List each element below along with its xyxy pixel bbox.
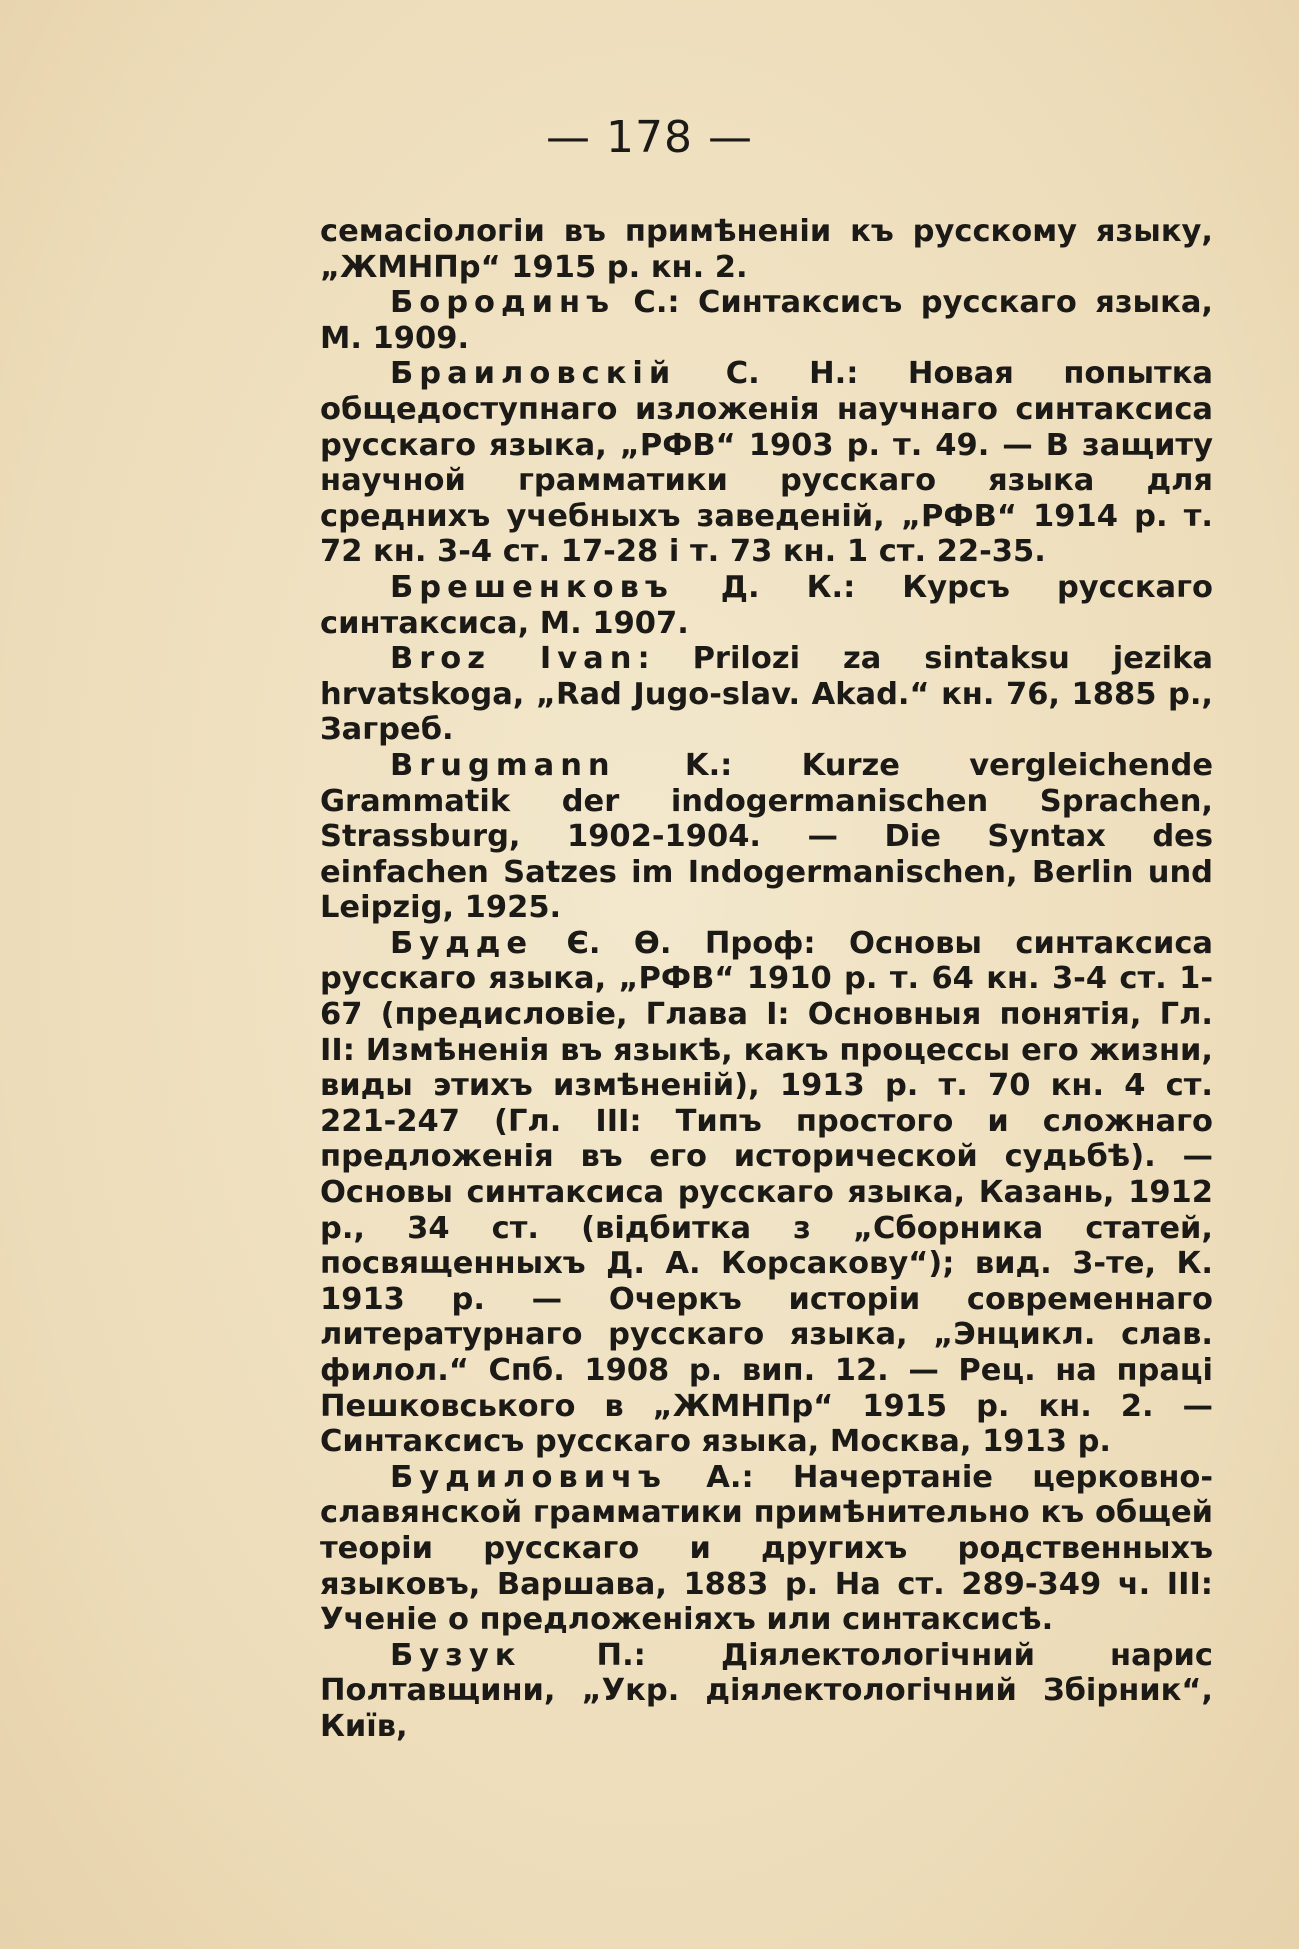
- entry-author: Брешенковъ: [390, 569, 674, 605]
- bibliography-entry: [320, 926, 1213, 1460]
- entry-text: : Prilozi za sintaksu jezika hrvatskoga, „Rad Jugo-slav. Akad.“ кн. 76, 1885 р., Загреб.: [320, 641, 1213, 748]
- bibliography-entry: [320, 1460, 1213, 1638]
- entry-author: Бузук: [390, 1637, 522, 1673]
- entry-text: семасіологіи въ примѣненіи къ русскому языку, „ЖМНПр“ 1915 р. кн. 2.: [320, 214, 1213, 285]
- bibliography-entry: [320, 641, 1213, 748]
- entry-author: Бородинъ: [390, 285, 615, 321]
- entry-author: Будиловичъ: [390, 1459, 667, 1495]
- bibliography-entry: [320, 356, 1213, 570]
- entry-text: Д. К.: Курсъ русскаго синтаксиса, М. 1907.: [320, 569, 1213, 641]
- entry-text: П.: Діялектологічний нарис Полтавщини, „Укр. діялектологічний Збірник“, Київ,: [320, 1637, 1213, 1744]
- entry-text: С. Н.: Новая попытка общедоступнаго изложенія научнаго синтаксиса русскаго языка, „РФВ“ 1903 р. т. 49. — В защиту научной грамматики русскаго языка для среднихъ учебныхъ заведеній, „РФВ“ 1914 р. т. 72 кн. 3-4 ст. 17-28 і т. 73 кн. 1 ст. 22-35.: [320, 356, 1213, 570]
- entry-author: Браиловскій: [390, 356, 677, 392]
- bibliography-entry: [320, 1638, 1213, 1745]
- entry-author: Будде: [390, 925, 534, 961]
- bibliography-text: [320, 214, 1213, 1745]
- bibliography-entry-continued: [320, 214, 1213, 285]
- entry-author: Brugmann: [390, 747, 616, 783]
- entry-text: K.: Kurze vergleichende Grammatik der indogermanischen Sprachen, Strassburg, 1902-1904. — Die Syntax des einfachen Satzes im Indogermanischen, Berlin und Leipzig, 1925.: [320, 747, 1213, 926]
- entry-author: Broz Ivan: [390, 641, 638, 677]
- entry-text: С.: Синтаксисъ русскаго языка, М. 1909.: [320, 285, 1213, 356]
- entry-text: А.: Начертаніе церковно-славянской грамматики примѣнительно къ общей теоріи русскаго и другихъ родственныхъ языковъ, Варшава, 1883 р. На ст. 289-349 ч. III: Ученіе о предложеніяхъ или синтаксисѣ.: [320, 1459, 1213, 1638]
- bibliography-entry: [320, 285, 1213, 356]
- page-number: — 178 —: [546, 112, 753, 163]
- entry-text: Є. Ѳ. Проф: Основы синтаксиса русскаго языка, „РФВ“ 1910 р. т. 64 кн. 3-4 ст. 1-67 (предисловіе, Глава I: Основныя понятія, Гл. II: Измѣненія въ языкѣ, какъ процессы его жизни, виды этихъ измѣненій), 1913 р. т. 70 кн. 4 ст. 221-247 (Гл. III: Типъ простого и сложнаго предложенія въ его исторической судьбѣ). — Основы синтаксиса русскаго языка, Казань, 1912 р., 34 ст. (відбитка з „Сборника статей, посвященныхъ Д. А. Корсакову“); вид. 3-те, К. 1913 р. — Очеркъ исторіи современнаго литературнаго русскаго языка, „Энцикл. слав. филол.“ Спб. 1908 р. вип. 12. — Рец. на праці Пешковського в „ЖМНПр“ 1915 р. кн. 2. — Синтаксисъ русскаго языка, Москва, 1913 р.: [320, 925, 1213, 1460]
- bibliography-entry: [320, 570, 1213, 641]
- bibliography-entry: [320, 748, 1213, 926]
